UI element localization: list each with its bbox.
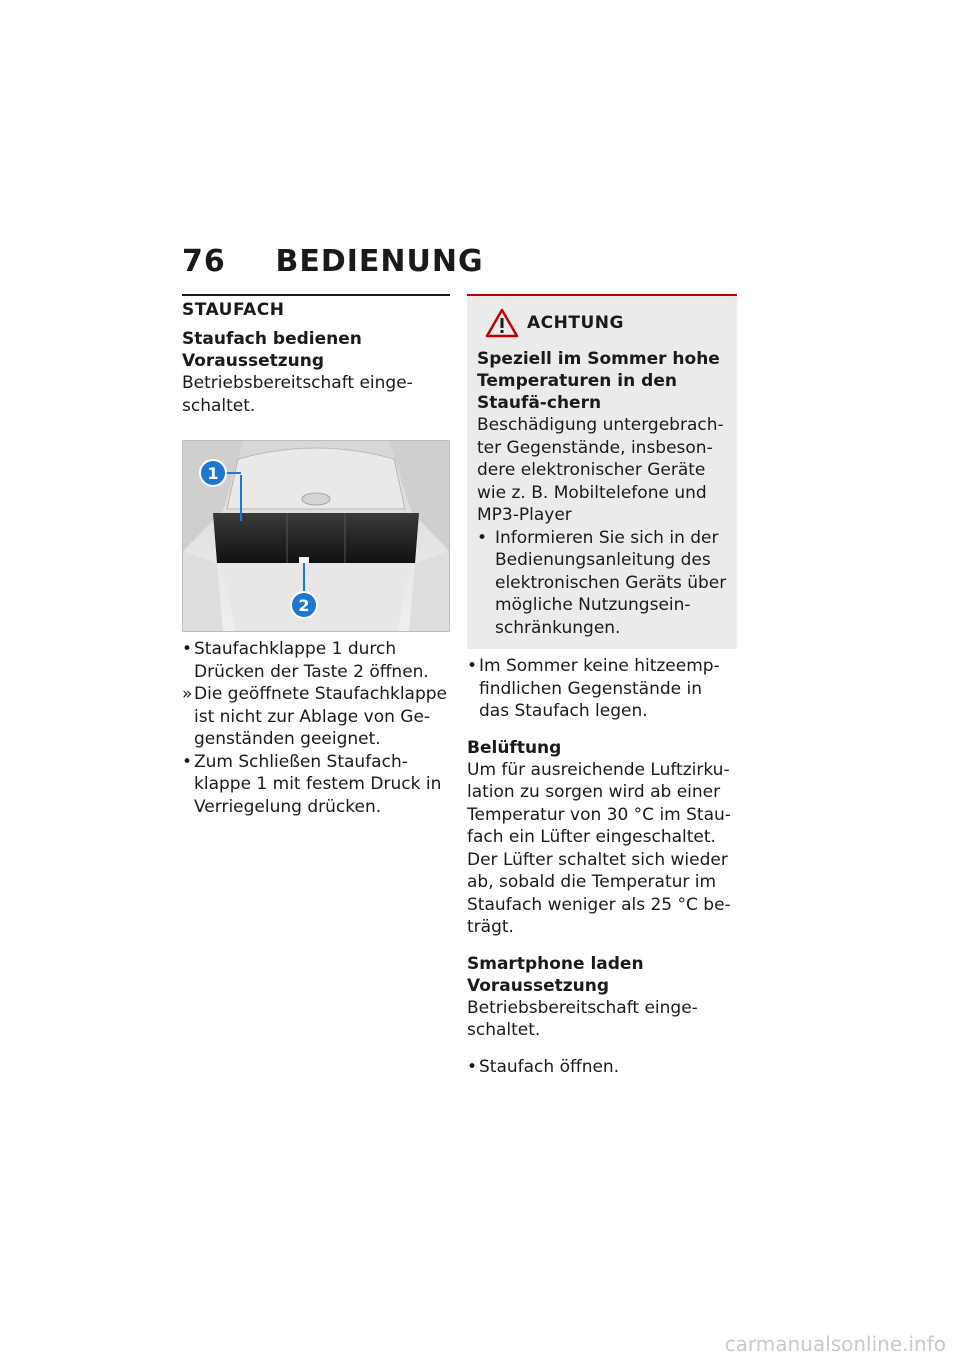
- bullet-mark: •: [477, 527, 488, 548]
- ventilation-text: Um für ausreichende Luftzirku-lation zu sorgen wird ab einer Temperatur von 30 °C im Stau-fach ein Lüfter eingeschaltet. Der Lüfter schaltet sich wieder ab, sobald die Temperatur im Staufach weniger als 25 °C be-trägt.: [467, 759, 731, 937]
- chapter-title: BEDIENUNG: [275, 244, 484, 279]
- svg-text:1: 1: [207, 464, 219, 483]
- steps-list: [182, 638, 450, 818]
- step-text: Zum Schließen Staufach-klappe 1 mit festem Druck in Verriegelung drücken.: [194, 751, 442, 817]
- bullet-mark: •: [182, 639, 193, 659]
- list-item: [182, 683, 450, 751]
- warning-heading: Speziell im Sommer hohe Temperaturen in den Staufä-chern: [477, 349, 720, 413]
- steps-list: [467, 1056, 737, 1079]
- watermark: carmanualsonline.info: [724, 1332, 946, 1356]
- bullet-mark: •: [467, 656, 478, 676]
- prerequisite-label: Voraussetzung: [182, 351, 325, 371]
- list-item: [467, 655, 737, 723]
- left-column: [182, 294, 450, 818]
- storage-compartment-figure: [182, 440, 450, 632]
- storage-compartment-illustration: [183, 441, 449, 631]
- list-item: [182, 751, 450, 819]
- ventilation-heading: Belüftung: [467, 737, 562, 758]
- section-title: STAUFACH: [182, 300, 285, 320]
- right-column: [467, 294, 737, 1078]
- charging-heading: Smartphone laden: [467, 953, 644, 974]
- warning-text: Beschädigung untergebrach-ter Gegenstände, insbeson-dere elektronischer Geräte wie z. B. Mobiltelefone und MP3-Player: [477, 415, 724, 525]
- bullet-mark: •: [467, 1056, 478, 1077]
- page-header: [182, 244, 484, 279]
- warning-triangle-icon: [485, 308, 519, 338]
- svg-text:2: 2: [298, 596, 310, 615]
- callout-1: [200, 460, 226, 486]
- list-item: [467, 1056, 737, 1079]
- warning-header: [485, 308, 727, 338]
- callout-2: [291, 592, 317, 618]
- page-number: 76: [182, 244, 226, 279]
- warning-title: ACHTUNG: [527, 313, 624, 333]
- section-rule: [182, 294, 450, 296]
- prerequisite-text: Betriebsbereitschaft einge-schaltet.: [182, 373, 413, 416]
- warning-list: [477, 527, 727, 640]
- bullet-mark: •: [182, 751, 193, 772]
- step-text: Im Sommer keine hitzeemp-findlichen Gegenstände in das Staufach legen.: [479, 656, 720, 721]
- list-item: [182, 638, 450, 683]
- warning-box: [467, 294, 737, 649]
- step-text: Staufach öffnen.: [479, 1056, 620, 1077]
- subsection-heading: Staufach bedienen: [182, 329, 362, 349]
- steps-list: [467, 655, 737, 723]
- prerequisite-text: Betriebsbereitschaft einge-schaltet.: [467, 997, 698, 1040]
- list-item: [477, 527, 727, 640]
- prerequisite-label: Voraussetzung: [467, 975, 610, 996]
- step-text: Die geöffnete Staufachklappe ist nicht zur Ablage von Ge-genständen geeignet.: [194, 684, 447, 749]
- warning-bullet-text: Informieren Sie sich in der Bedienungsanleitung des elektronischen Geräts über mögliche Nutzungsein-schränkungen.: [495, 527, 727, 638]
- step-text: Staufachklappe 1 durch Drücken der Taste 2 öffnen.: [194, 639, 429, 682]
- result-mark: »: [182, 684, 193, 704]
